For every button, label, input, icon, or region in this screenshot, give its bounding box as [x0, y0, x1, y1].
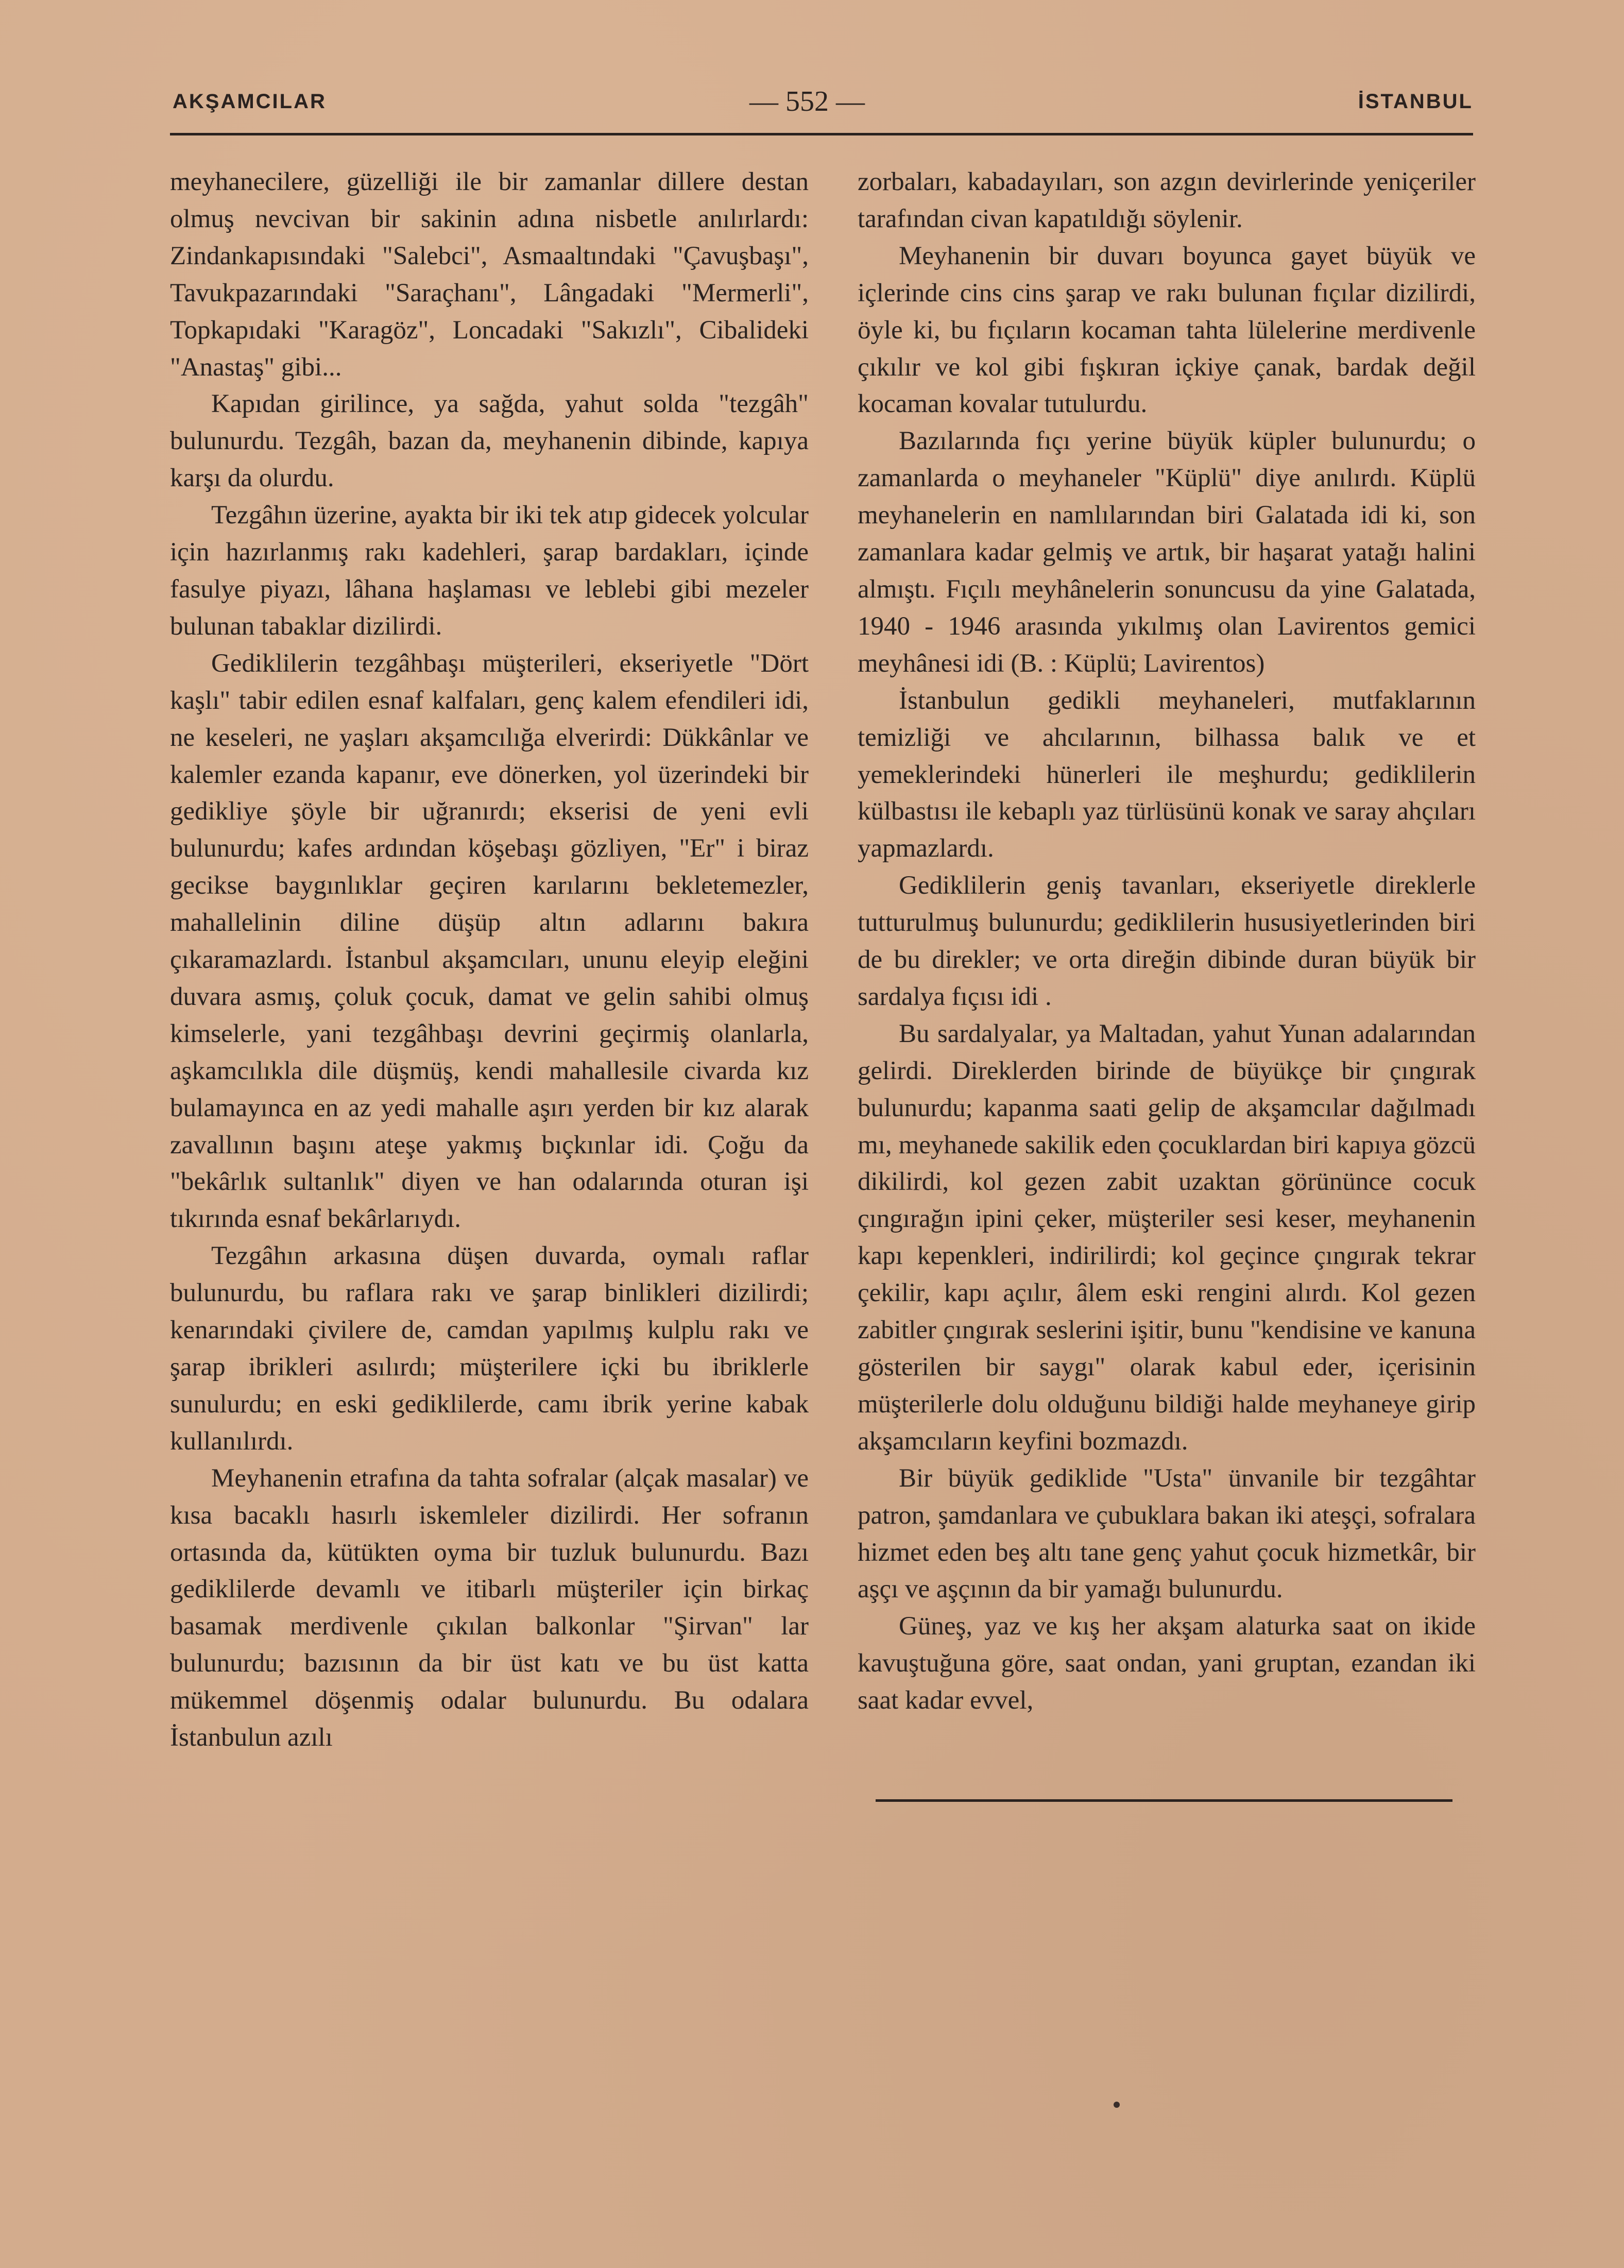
paragraph: Bu sardalyalar, ya Maltadan, yahut Yunan adalarından gelirdi. Direklerden birinde de büyükçe bir çıngırak bulunurdu; kapanma saati gelip de akşamcılar dağılmadı mı, meyhanede sakilik eden çocuklardan biri kapıya gözcü dikilirdi, kol gezen zabit uzaktan görününce cocuk çıngırağın ipini çeker, müşteriler sesi keser, meyhanenin kapı kepenkleri, indirilirdi; kol geçince çıngırak tekrar çekilir, kapı açılır, âlem eski rengini alırdı. Kol gezen zabitler çıngırak seslerini işitir, bunu "kendisine ve kanuna gösterilen bir saygı" olarak kabul eder, içerisinin müşterilerle dolu olduğunu bildiği halde meyhaneye girip akşamcıların keyfini bozmazdı. — [858, 1019, 1476, 1456]
header-section-title: AKŞAMCILAR — [173, 90, 327, 113]
ink-speck — [1114, 2102, 1120, 2108]
section-divider — [876, 1799, 1452, 1802]
paragraph: meyhanecilere, güzelliği ile bir zamanlar dillere destan olmuş nevcivan bir sakinin adına nisbetle anılırlardı: Zindankapısındaki "Salebci", Asmaaltındaki "Çavuşbaşı", Tavukpazarındaki "Saraçhanı", Lângadaki "Mermerli", Topkapıdaki "Karagöz", Loncadaki "Sakızlı", Cibalideki "Anastaş" gibi... — [170, 167, 809, 382]
paragraph: Meyhanenin bir duvarı boyunca gayet büyük ve içlerinde cins cins şarap ve rakı bulunan fıçılar dizilirdi, öyle ki, bu fıçıların kocaman tahta lülelerine merdivenle çıkılır ve kol gibi fışkıran içkiye çanak, bardak değil kocaman kovalar tutulurdu. — [858, 241, 1476, 419]
paragraph: Gediklilerin geniş tavanları, ekseriyetle direklerle tutturulmuş bulunurdu; gediklilerin hususiyetlerinden biri de bu direkler; ve orta direğin dibinde duran büyük bir sardalya fıçısı idi . — [858, 871, 1476, 1011]
paragraph: Gediklilerin tezgâhbaşı müşterileri, ekseriyetle "Dört kaşlı" tabir edilen esnaf kalfaları, genç kalem efendileri idi, ne keseleri, ne yaşları akşamcılığa elverirdi: Dükkânlar ve kalemler ezanda kapanır, eve dönerken, yol üzerindeki bir gedikliye şöyle bir uğranırdı; ekserisi de yeni evli bulunurdu; kafes ardından köşebaşı gözliyen, "Er" i biraz gecikse baygınlıklar geçiren karılarını bekletemezler, mahallelinin diline düşüp altın adlarını bakıra çıkaramazlardı. İstanbul akşamcıları, ununu eleyip eleğini duvara asmış, çoluk çocuk, damat ve gelin sahibi olmuş kimselerle, yani tezgâhbaşı devrini geçirmiş olanlarla, aşkamcılıkla dile düşmüş, kendi mahallesile civarda kız bulamayınca en az yedi mahalle aşırı yerden bir kız alarak zavallının başını ateşe yakmış bıçkınlar idi. Çoğu da "bekârlık sultanlık" diyen ve han odalarında oturan işi tıkırında esnaf bekârlarıydı. — [170, 649, 809, 1234]
page-number: — 552 — — [749, 86, 865, 117]
running-header — [173, 85, 1473, 121]
paragraph: Bazılarında fıçı yerine büyük küpler bulunurdu; o zamanlarda o meyhaneler "Küplü" diye anılırdı. Küplü meyhanelerin en namlılarından biri Galatada idi ki, son zamanlara kadar gelmiş ve artık, bir haşarat yatağı halini almıştı. Fıçılı meyhânelerin sonuncusu da yine Galatada, 1940 - 1946 arasında yıkılmış olan Lavirentos gemici meyhânesi idi (B. : Küplü; Lavirentos) — [858, 427, 1476, 678]
paragraph: Bir büyük gediklide "Usta" ünvanile bir tezgâhtar patron, şamdanlara ve çubuklara bakan iki ateşçi, sofralara hizmet eden beş altı tane genç yahut çocuk hizmetkâr, bir aşçı ve aşçının da bir yamağı bulunurdu. — [858, 1463, 1476, 1604]
right-column — [858, 164, 1476, 1719]
paragraph: Tezgâhın arkasına düşen duvarda, oymalı raflar bulunurdu, bu raflara rakı ve şarap binlikleri dizilirdi; kenarındaki çivilere de, camdan yapılmış kulplu rakı ve şarap ibrikleri asılırdı; müşterilere içki bu ibriklerle sunulurdu; en eski gediklilerde, camı ibrik yerine kabak kullanılırdı. — [170, 1241, 809, 1456]
paragraph: Tezgâhın üzerine, ayakta bir iki tek atıp gidecek yolcular için hazırlanmış rakı kadehleri, şarap bardakları, içinde fasulye piyazı, lâhana haşlaması ve leblebi gibi mezeler bulunan tabaklar dizilirdi. — [170, 501, 809, 641]
paragraph: Meyhanenin etrafına da tahta sofralar (alçak masalar) ve kısa bacaklı hasırlı iskemleler dizilirdi. Her sofranın ortasında da, kütükten oyma bir tuzluk bulunurdu. Bazı gediklilerde devamlı ve itibarlı müşteriler için birkaç basamak merdivenle çıkılan balkonlar "Şirvan" lar bulunurdu; bazısının da bir üst katı ve bu üst katta mükemmel döşenmiş odalar bulunurdu. Bu odalara İstanbulun azılı — [170, 1463, 809, 1752]
header-rule — [170, 133, 1473, 135]
left-column — [170, 164, 809, 1757]
paragraph: İstanbulun gedikli meyhaneleri, mutfaklarının temizliği ve ahcılarının, bilhassa balık ve et yemeklerindeki hünerleri ile meşhurdu; gediklilerin külbastısı ile kebaplı yaz türlüsünü konak ve saray ahçıları yapmazlardı. — [858, 686, 1476, 863]
paragraph: Kapıdan girilince, ya sağda, yahut solda "tezgâh" bulunurdu. Tezgâh, bazan da, meyhanenin dibinde, kapıya karşı da olurdu. — [170, 389, 809, 493]
header-publication-title: İSTANBUL — [1358, 90, 1473, 113]
paragraph: Güneş, yaz ve kış her akşam alaturka saat on ikide kavuştuğuna göre, saat ondan, yani gruptan, ezandan iki saat kadar evvel, — [858, 1612, 1476, 1715]
paragraph: zorbaları, kabadayıları, son azgın devirlerinde yeniçeriler tarafından civan kapatıldığı söylenir. — [858, 167, 1476, 233]
